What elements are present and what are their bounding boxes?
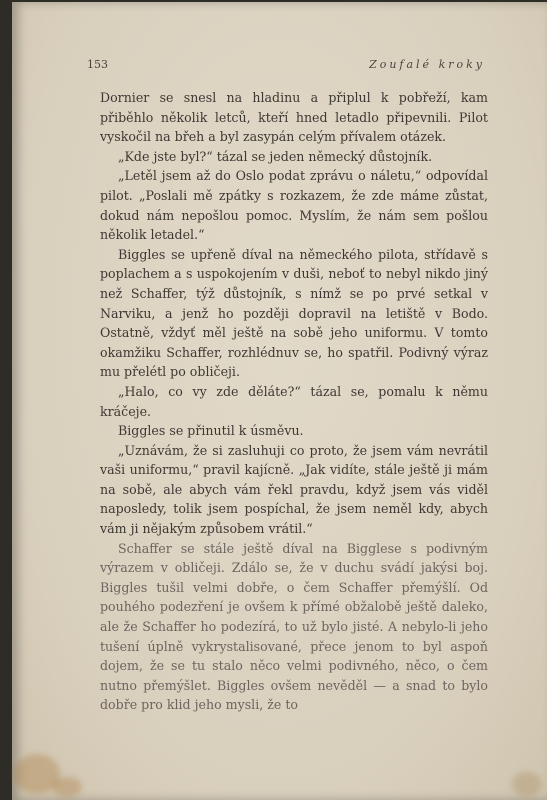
page-header [87, 58, 485, 76]
book-page [12, 2, 547, 800]
running-head: Zoufalé kroky [369, 58, 485, 71]
paragraph: „Uznávám, že si zasluhuji co proto, že jsem vám nevrátil vaši uniformu,“ pravil kajícně. „Jak vidíte, stále ještě ji mám na sobě, ale abych vám řekl pravdu, když jsem vás viděl naposledy, tolik jsem pospíchal, že jsem neměl kdy, abych vám ji nějakým způsobem vrátil.“ [100, 442, 488, 537]
paragraph: „Halo, co vy zde děláte?“ tázal se, pomalu k němu kráčeje. [100, 383, 488, 419]
body-text [100, 88, 488, 715]
paragraph: Schaffer se stále ještě díval na Bigglese s podivným výrazem v obličeji. Zdálo se, že v duchu svádí jakýsi boj. Biggles tušil velmi dobře, o čem Schaffer přemýšlí. Od pouhého podezření je ovšem k přímé obžalobě ještě daleko, ale že Schaffer ho podezírá, to už bylo jisté. A nebylo-li jeho tušení úplně vykrystalisované, přece jenom to byl aspoň dojem, že se tu stalo něco velmi podivného, něco, o čem nutno přemýšlet. Biggles ovšem nevěděl — a snad to bylo dobře pro klid jeho mysli, že to [100, 540, 488, 713]
paragraph: „Kde jste byl?“ tázal se jeden německý důstojník. [118, 148, 433, 164]
paragraph: Biggles se upřeně díval na německého pilota, střídavě s poplachem a s uspokojením v duši, neboť to nebyl nikdo jiný než Schaffer, týž důstojník, s nímž se po prvé setkal v Narviku, a jenž ho později dopravil na letiště v Bodo. Ostatně, vždyť měl ještě na sobě jeho uniformu. V tomto okamžiku Schaffer, rozhlédnuv se, ho spatřil. Podivný výraz mu přelétl po obličeji. [100, 246, 488, 380]
page-number: 153 [87, 58, 108, 71]
paragraph: Dornier se snesl na hladinu a připlul k pobřeží, kam přiběhlo několik letců, kteří hned letadlo připevnili. Pilot vyskočil na břeh a byl zasypán celým přívalem otázek. [100, 90, 488, 145]
paragraph: Biggles se přinutil k úsměvu. [118, 423, 304, 439]
paragraph: „Letěl jsem až do Oslo podat zprávu o náletu,“ odpovídal pilot. „Poslali mě zpátky s rozkazem, že zde máme zůstat, dokud nám nepošlou pomoc. Myslím, že nám sem pošlou několik letadel.“ [100, 168, 488, 243]
page-stain [52, 777, 82, 797]
page-stain [512, 772, 542, 796]
